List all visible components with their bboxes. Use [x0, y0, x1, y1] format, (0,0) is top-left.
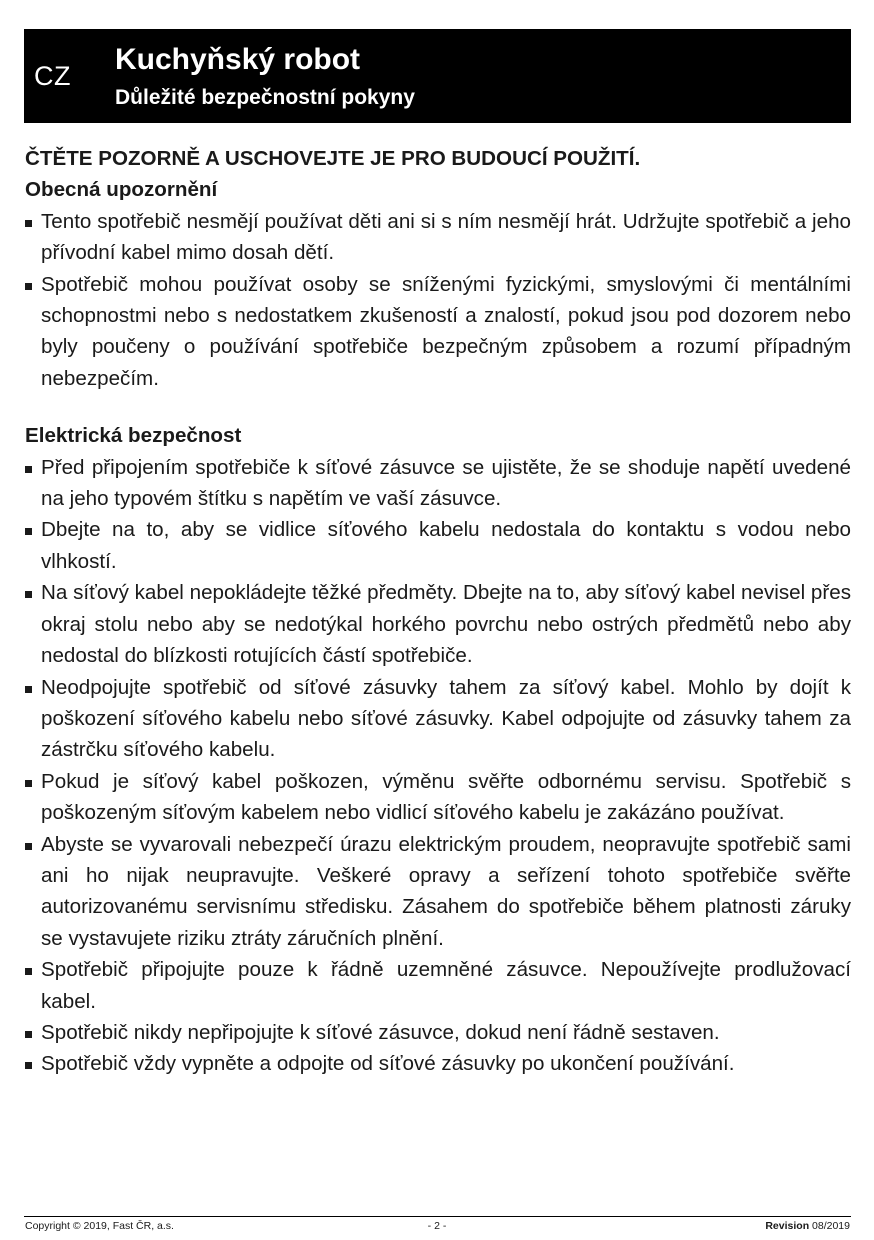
page-number: - 2 - [427, 1220, 447, 1232]
footer-copyright: Copyright © 2019, Fast ČR, a.s. [25, 1220, 174, 1232]
list-item: Dbejte na to, aby se vidlice síťového kabelu nedostala do kontaktu s vodou nebo vlhkostí. [25, 514, 851, 577]
language-code: CZ [34, 61, 71, 91]
page-subtitle: Důležité bezpečnostní pokyny [115, 86, 415, 109]
list-item: Spotřebič nikdy nepřipojujte k síťové zásuvce, dokud není řádně sestaven. [25, 1017, 851, 1048]
footer-revision [765, 1219, 850, 1233]
list-item: Abyste se vyvarovali nebezpečí úrazu elektrickým proudem, neopravujte spotřebič sami ani ho nijak neupravujte. Veškeré opravy a seřízení tohoto spotřebiče svěřte autorizovanému servisnímu středisku. Zásahem do spotřebiče během platnosti záruky se vystavujete riziku ztráty záručních plnění. [25, 829, 851, 955]
list-item: Spotřebič vždy vypněte a odpojte od síťové zásuvky po ukončení používání. [25, 1048, 851, 1079]
list-item: Spotřebič připojujte pouze k řádně uzemněné zásuvce. Nepoužívejte prodlužovací kabel. [25, 954, 851, 1017]
revision-label: Revision [765, 1220, 810, 1232]
footer-divider [24, 1216, 851, 1217]
list-item: Pokud je síťový kabel poškozen, výměnu svěřte odbornému servisu. Spotřebič s poškozeným síťovým kabelem nebo vidlicí síťového kabelu je zakázáno používat. [25, 766, 851, 829]
document-body [25, 143, 851, 1080]
list-item: Na síťový kabel nepokládejte těžké předměty. Dbejte na to, aby síťový kabel nevisel přes okraj stolu nebo aby se nedotýkal horkého povrchu nebo ostrých předmětů nebo aby nedostal do blízkosti rotujících částí spotřebiče. [25, 577, 851, 671]
lead-notice: ČTĚTE POZORNĚ A USCHOVEJTE JE PRO BUDOUCÍ POUŽITÍ. [25, 147, 641, 170]
header-bar [24, 29, 851, 123]
list-item: Tento spotřebič nesmějí používat děti ani si s ním nesmějí hrát. Udržujte spotřebič a jeho přívodní kabel mimo dosah dětí. [25, 206, 851, 269]
list-item: Spotřebič mohou používat osoby se sníženými fyzickými, smyslovými či mentálními schopnostmi nebo s nedostatkem zkušeností a znalostí, pokud jsou pod dozorem nebo byly poučeny o používání spotřebiče bezpečným způsobem a rozumí případným nebezpečím. [25, 269, 851, 395]
general-warnings-list [25, 206, 851, 394]
revision-date: 08/2019 [812, 1220, 850, 1232]
list-item: Před připojením spotřebiče k síťové zásuvce se ujistěte, že se shoduje napětí uvedené na jeho typovém štítku s napětím ve vaší zásuvce. [25, 452, 851, 515]
section-heading-general: Obecná upozornění [25, 178, 218, 202]
list-item: Neodpojujte spotřebič od síťové zásuvky tahem za síťový kabel. Mohlo by dojít k poškození síťového kabelu nebo síťové zásuvky. Kabel odpojujte od zásuvky tahem za zástrčku síťového kabelu. [25, 672, 851, 766]
section-heading-electrical: Elektrická bezpečnost [25, 424, 242, 448]
page-title: Kuchyňský robot [115, 43, 361, 76]
electrical-safety-list [25, 452, 851, 1080]
